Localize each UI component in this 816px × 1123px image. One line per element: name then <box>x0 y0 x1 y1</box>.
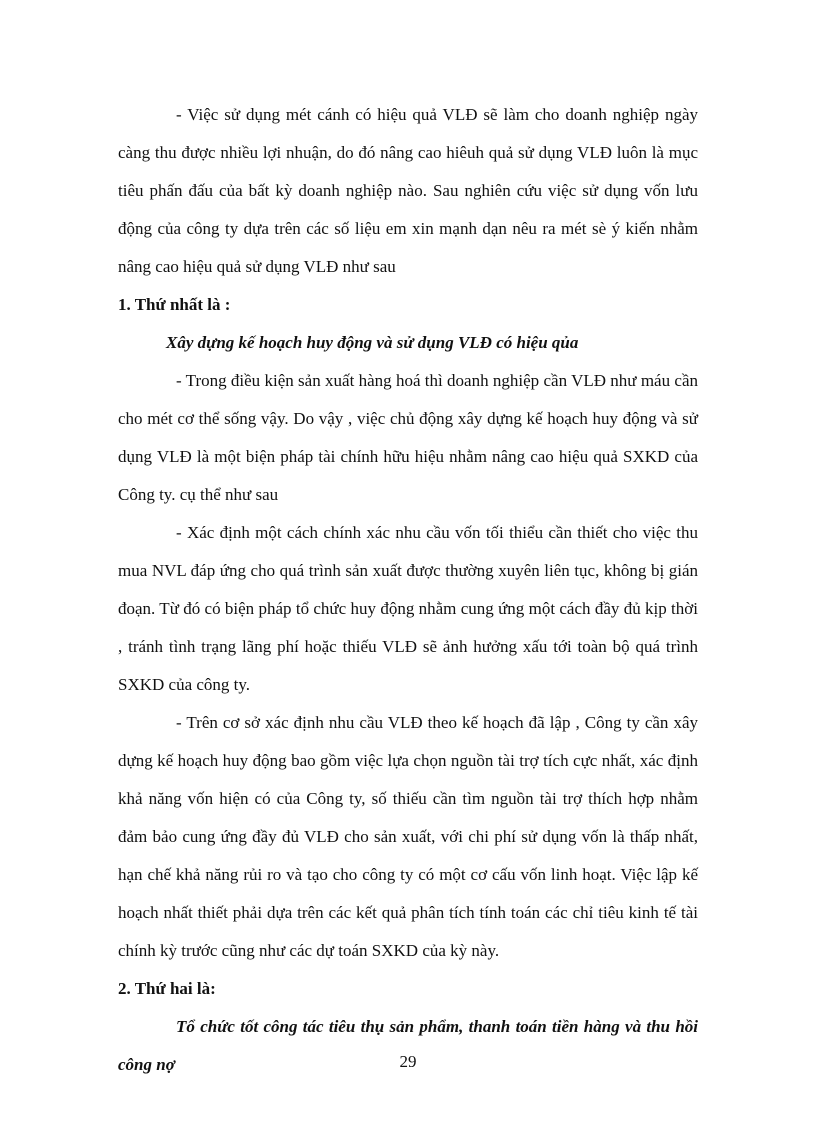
paragraph-mobilize: - Trên cơ sở xác định nhu cầu VLĐ theo kế hoạch đã lập , Công ty cần xây dựng kế hoạch huy động bao gồm việc lựa chọn nguồn tài trợ tích cực nhất, xác định khả năng vốn hiện có của Công ty, số thiếu cần tìm nguồn tài trợ thích hợp nhằm đảm bảo cung ứng đầy đủ VLĐ cho sản xuất, với chi phí sử dụng vốn là thấp nhất, hạn chế khả năng rủi ro và tạo cho công ty có một cơ cấu vốn linh hoạt. Việc lập kế hoạch nhất thiết phải dựa trên các kết quả phân tích tính toán các chỉ tiêu kinh tế tài chính kỳ trước cũng như các dự toán SXKD của kỳ này. <box>118 713 698 960</box>
page-number: 29 <box>399 1052 417 1071</box>
subheading-first: Xây dựng kế hoạch huy động và sử dụng VLĐ có hiệu qủa <box>166 333 579 352</box>
paragraph-plan: - Trong điều kiện sản xuất hàng hoá thì doanh nghiệp cần VLĐ như máu cần cho mét cơ thể sống vậy. Do vậy , việc chủ động xây dựng kế hoạch huy động và sử dụng VLĐ là một biện pháp tài chính hữu hiệu nhằm nâng cao hiệu quả SXKD của Công ty. cụ thể như sau <box>118 371 698 504</box>
heading-second: 2. Thứ hai là: <box>118 979 216 998</box>
document-page <box>118 96 698 1084</box>
heading-first: 1. Thứ nhất là : <box>118 295 231 314</box>
subheading-second: Tổ chức tốt công tác tiêu thụ sản phẩm, thanh toán tiền hàng và thu hồi công nợ <box>118 1017 698 1074</box>
paragraph-demand: - Xác định một cách chính xác nhu cầu vốn tối thiểu cần thiết cho việc thu mua NVL đáp ứng cho quá trình sản xuất được thường xuyên liên tục, không bị gián đoạn. Từ đó có biện pháp tổ chức huy động nhằm cung ứng một cách đầy đủ kịp thời , tránh tình trạng lãng phí hoặc thiếu VLĐ sẽ ảnh hưởng xấu tới toàn bộ quá trình SXKD của công ty. <box>118 523 698 694</box>
paragraph-intro: - Việc sử dụng mét cánh có hiệu quả VLĐ sẽ làm cho doanh nghiệp ngày càng thu được nhiều lợi nhuận, do đó nâng cao hiêuh quả sử dụng VLĐ luôn là mục tiêu phấn đấu của bất kỳ doanh nghiệp nào. Sau nghiên cứu việc sử dụng vốn lưu động của công ty dựa trên các số liệu em xin mạnh dạn nêu ra mét sè ý kiến nhằm nâng cao hiệu quả sử dụng VLĐ như sau <box>118 105 698 276</box>
